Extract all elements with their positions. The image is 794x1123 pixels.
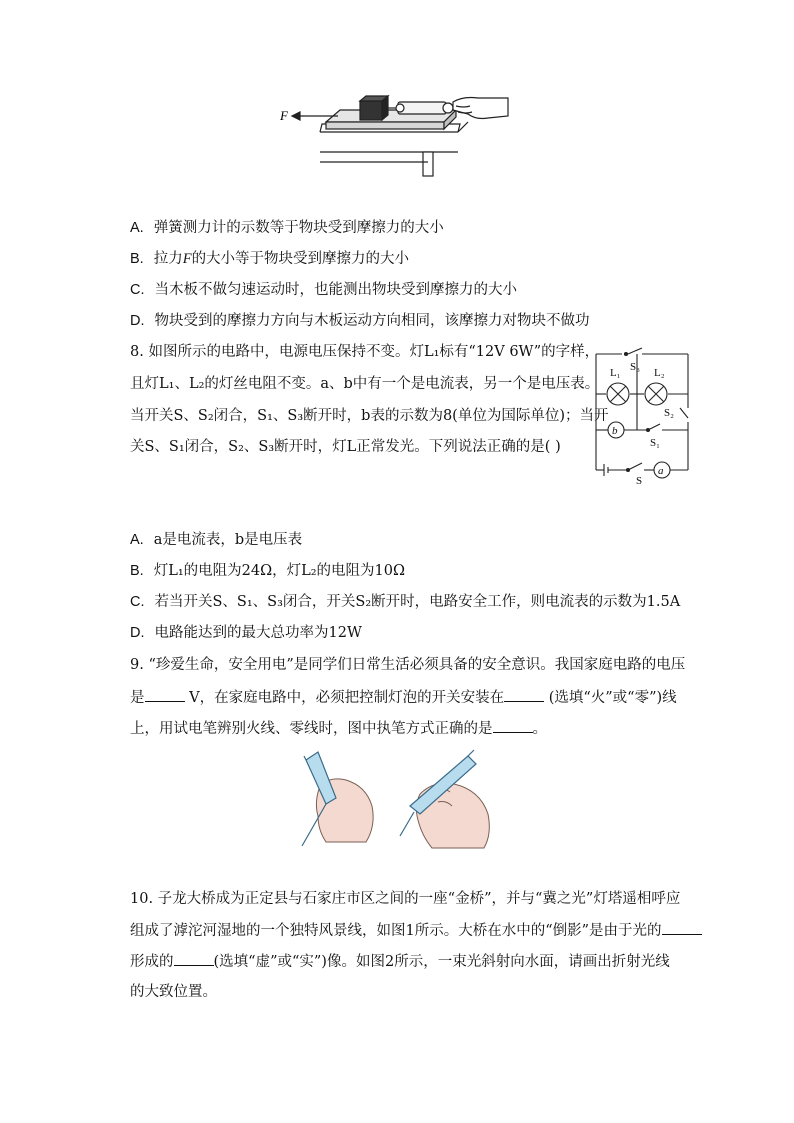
answer-blank-pen[interactable] — [493, 718, 533, 733]
answer-blank-image[interactable] — [174, 951, 214, 966]
q8-option-d: D. 电路能达到的最大总功率为12W — [130, 625, 362, 641]
switch-s2-label: S₂ — [664, 407, 674, 419]
q7-option-b: B. 拉力F的大小等于物块受到摩擦力的大小 — [130, 251, 410, 267]
answer-blank-voltage[interactable] — [145, 687, 185, 702]
q8-option-a: A. a是电流表，b是电压表 — [130, 532, 303, 548]
force-label: F — [280, 108, 288, 123]
answer-blank-light[interactable] — [662, 920, 702, 935]
q8-option-b: B. 灯L₁的电阻为24Ω，灯L₂的电阻为10Ω — [130, 563, 406, 579]
test-pen-hands-figure — [282, 746, 512, 850]
q8-stem-line-3: 当开关S、S₂闭合，S₁、S₃断开时，b表的示数为8(单位为国际单位)；当开 — [130, 408, 609, 424]
q7-option-c: C. 当木板不做匀速运动时，也能测出物块受到摩擦力的大小 — [130, 282, 517, 298]
lamp-l2-label: L₂ — [654, 367, 665, 379]
q10-stem-line-4: 的大致位置。 — [130, 984, 217, 1000]
switch-s3-label: S₃ — [630, 361, 640, 373]
q7-option-d: D. 物块受到的摩擦力方向与木板运动方向相同，该摩擦力对物块不做功 — [130, 313, 590, 329]
q9-stem-line-3: 上，用试电笔辨别火线、零线时，图中执笔方式正确的是 。 — [130, 718, 547, 739]
q9-stem-line-1: 9. “珍爱生命，安全用电”是同学们日常生活必须具备的安全意识。我国家庭电路的电压 — [130, 657, 686, 673]
circuit-diagram — [588, 346, 698, 486]
q8-option-c: C. 若当开关S、S₁、S₃闭合，开关S₂断开时，电路安全工作，则电流表的示数为1.5A — [130, 594, 681, 610]
q8-stem-line-1: 8. 如图所示的电路中，电源电压保持不变。灯L₁标有“12V 6W”的字样， — [130, 344, 600, 360]
q10-stem-line-3: 形成的 (选填“虚”或“实”)像。如图2所示，一束光斜射向水面，请画出折射光线 — [130, 951, 670, 972]
friction-apparatus-figure — [278, 92, 518, 180]
switch-s-label: S — [636, 475, 643, 486]
lamp-l1-label: L₁ — [610, 367, 621, 379]
meter-a-label: a — [658, 465, 664, 477]
q8-stem-line-2: 且灯L₁、L₂的灯丝电阻不变。a、b中有一个是电流表，另一个是电压表。 — [130, 376, 600, 392]
meter-b-label: b — [612, 425, 618, 437]
q7-option-a: A. 弹簧测力计的示数等于物块受到摩擦力的大小 — [130, 220, 444, 236]
q10-stem-line-1: 10. 子龙大桥成为正定县与石家庄市区之间的一座“金桥”，并与“冀之光”灯塔遥相呼应 — [130, 891, 681, 907]
switch-s1-label: S₁ — [650, 437, 660, 449]
q8-stem-line-4: 关S、S₁闭合，S₂、S₃断开时，灯L正常发光。下列说法正确的是( ) — [130, 439, 561, 455]
q10-stem-line-2: 组成了滹沱河湿地的一个独特风景线，如图1所示。大桥在水中的“倒影”是由于光的 — [130, 920, 702, 941]
q9-stem-line-2: 是 V，在家庭电路中，必须把控制灯泡的开关安装在 (选填“火”或“零”)线 — [130, 687, 677, 708]
answer-blank-wire[interactable] — [504, 687, 544, 702]
